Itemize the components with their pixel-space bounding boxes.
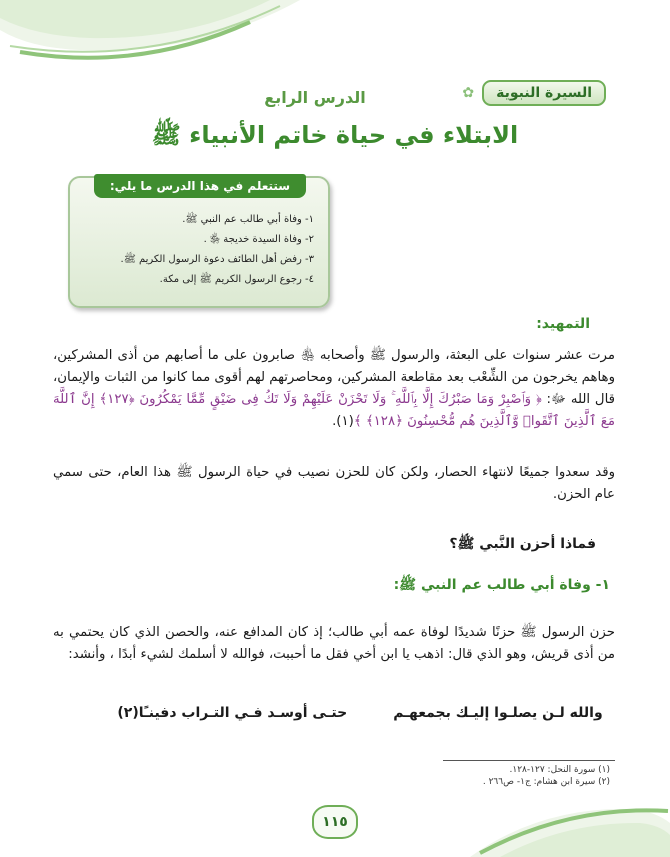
intro-text: مرت عشر سنوات على البعثة، والرسول ﷺ وأصحابه ﵃ صابرون على ما أصابهم من أذى المشركين، وهاهم يخرجون من الشِّعْب بعد مقاطعة المشركين، ومحاصرتهم لهم أقوى مما كانوا من الثبات والإيمان، قال الله ﷻ:: [53, 348, 615, 407]
section-1-heading: ١- وفاة أبي طالب عم النبي ﷺ:: [393, 577, 610, 593]
corner-ornament-bottom: [470, 787, 670, 857]
intro-paragraph-1: [53, 345, 615, 433]
corner-ornament-top: [0, 0, 300, 70]
footnote-item: (١) سورة النحل: ١٢٧-١٢٨.: [509, 765, 610, 775]
poem-first-hemistich: والله لـن يصلـوا إليـك بجمعهـم: [393, 705, 603, 721]
objective-item: ١- وفاة أبي طالب عم النبي ﷺ.: [182, 214, 314, 225]
footnote-divider: [443, 760, 615, 761]
objective-item: ٢- وفاة السيدة خديجة ﵂ .: [203, 234, 314, 245]
footnotes: [483, 764, 610, 788]
objective-item: ٤- رجوع الرسول الكريم ﷺ إلى مكة.: [159, 274, 314, 285]
quran-verse: ﴿ وَٱصْبِرْ وَمَا صَبْرُكَ إِلَّا بِٱللَّهِ ۚ وَلَا تَحْزَنْ عَلَيْهِمْ وَلَا تَكُ فِى ضَيْقٍ مِّمَّا يَمْكُرُونَ ﴿١٢٧﴾ إِنَّ ٱللَّهَ مَعَ ٱلَّذِينَ ٱتَّقَوا۟ وَّٱلَّذِينَ هُم مُّحْسِنُونَ ﴿١٢٨﴾ ﴾: [53, 392, 615, 429]
page-number-frame: [312, 805, 358, 839]
lesson-number: الدرس الرابع: [264, 88, 366, 107]
objective-item: ٣- رفض أهل الطائف دعوة الرسول الكريم ﷺ.: [120, 254, 314, 265]
page-number: ١١٥: [312, 805, 358, 839]
subject-label: السيرة النبوية: [482, 80, 606, 106]
objectives-heading: ستتعلم في هذا الدرس ما يلي:: [94, 174, 306, 198]
intro-heading: التمهيد:: [536, 316, 590, 332]
section-1-paragraph: حزن الرسول ﷺ حزنًا شديدًا لوفاة عمه أبي طالب؛ إذ كان المدافع عنه، والحصن الذي كان يحتمي به من أذى قريش، وهو الذي قال: اذهب يا ابن أخي فقل ما أحببت، فوالله لا أسلمك لشيء أبدًا ، وأنشد:: [53, 625, 615, 662]
poem-second-hemistich: حتـى أوسـد فـي التـراب دفينـًا(٢): [117, 705, 348, 721]
poem-verse: [110, 705, 610, 721]
footnote-ref: (١).: [332, 414, 354, 429]
objectives-list: [80, 210, 314, 290]
objectives-box: [68, 176, 330, 308]
lesson-title: الابتلاء في حياة خاتم الأنبياء ﷺ: [151, 121, 519, 149]
intro-paragraph-2: وقد سعدوا جميعًا لانتهاء الحصار، ولكن كان للحزن نصيب في حياة الرسول ﷺ هذا العام، حتى سمي عام الحزن.: [53, 465, 615, 502]
question-heading: فماذا أحزن النَّبي ﷺ؟: [449, 536, 596, 552]
flower-icon: ✿: [462, 85, 475, 101]
footnote-item: (٢) سيرة ابن هشام: ج١- ص٢٦٦ .: [482, 777, 610, 787]
